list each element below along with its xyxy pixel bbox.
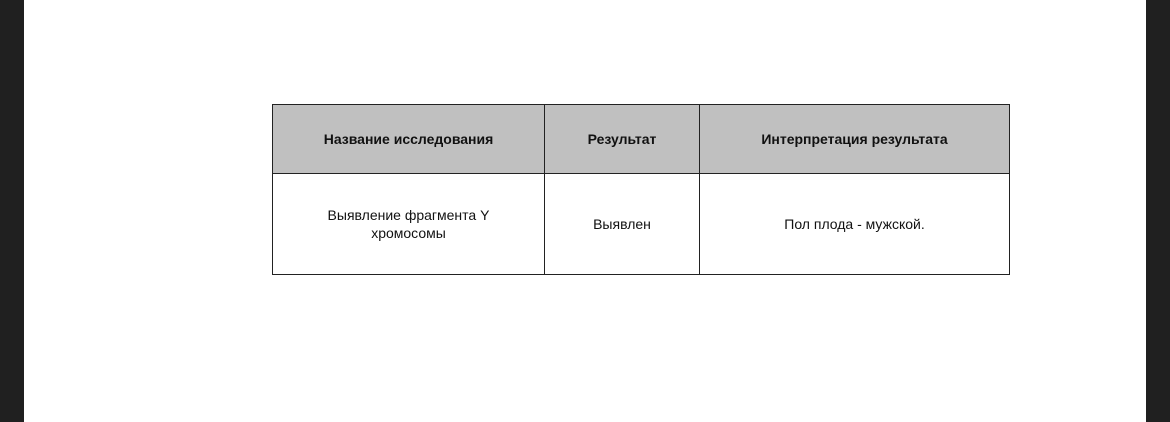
- cell-interpretation: Пол плода - мужской.: [700, 174, 1010, 275]
- viewer-left-margin: [0, 0, 24, 422]
- header-test-name: Название исследования: [273, 105, 545, 174]
- results-table: [272, 104, 1010, 275]
- cell-result: Выявлен: [545, 174, 700, 275]
- header-interpretation: Интерпретация результата: [700, 105, 1010, 174]
- cell-test-name: [273, 174, 545, 275]
- document-page: [24, 0, 1146, 422]
- table-row: [273, 174, 1010, 275]
- viewer-right-margin: [1146, 0, 1170, 422]
- header-result: Результат: [545, 105, 700, 174]
- table-header-row: [273, 105, 1010, 174]
- test-name-text: Выявление фрагмента Y хромосомы: [327, 207, 490, 241]
